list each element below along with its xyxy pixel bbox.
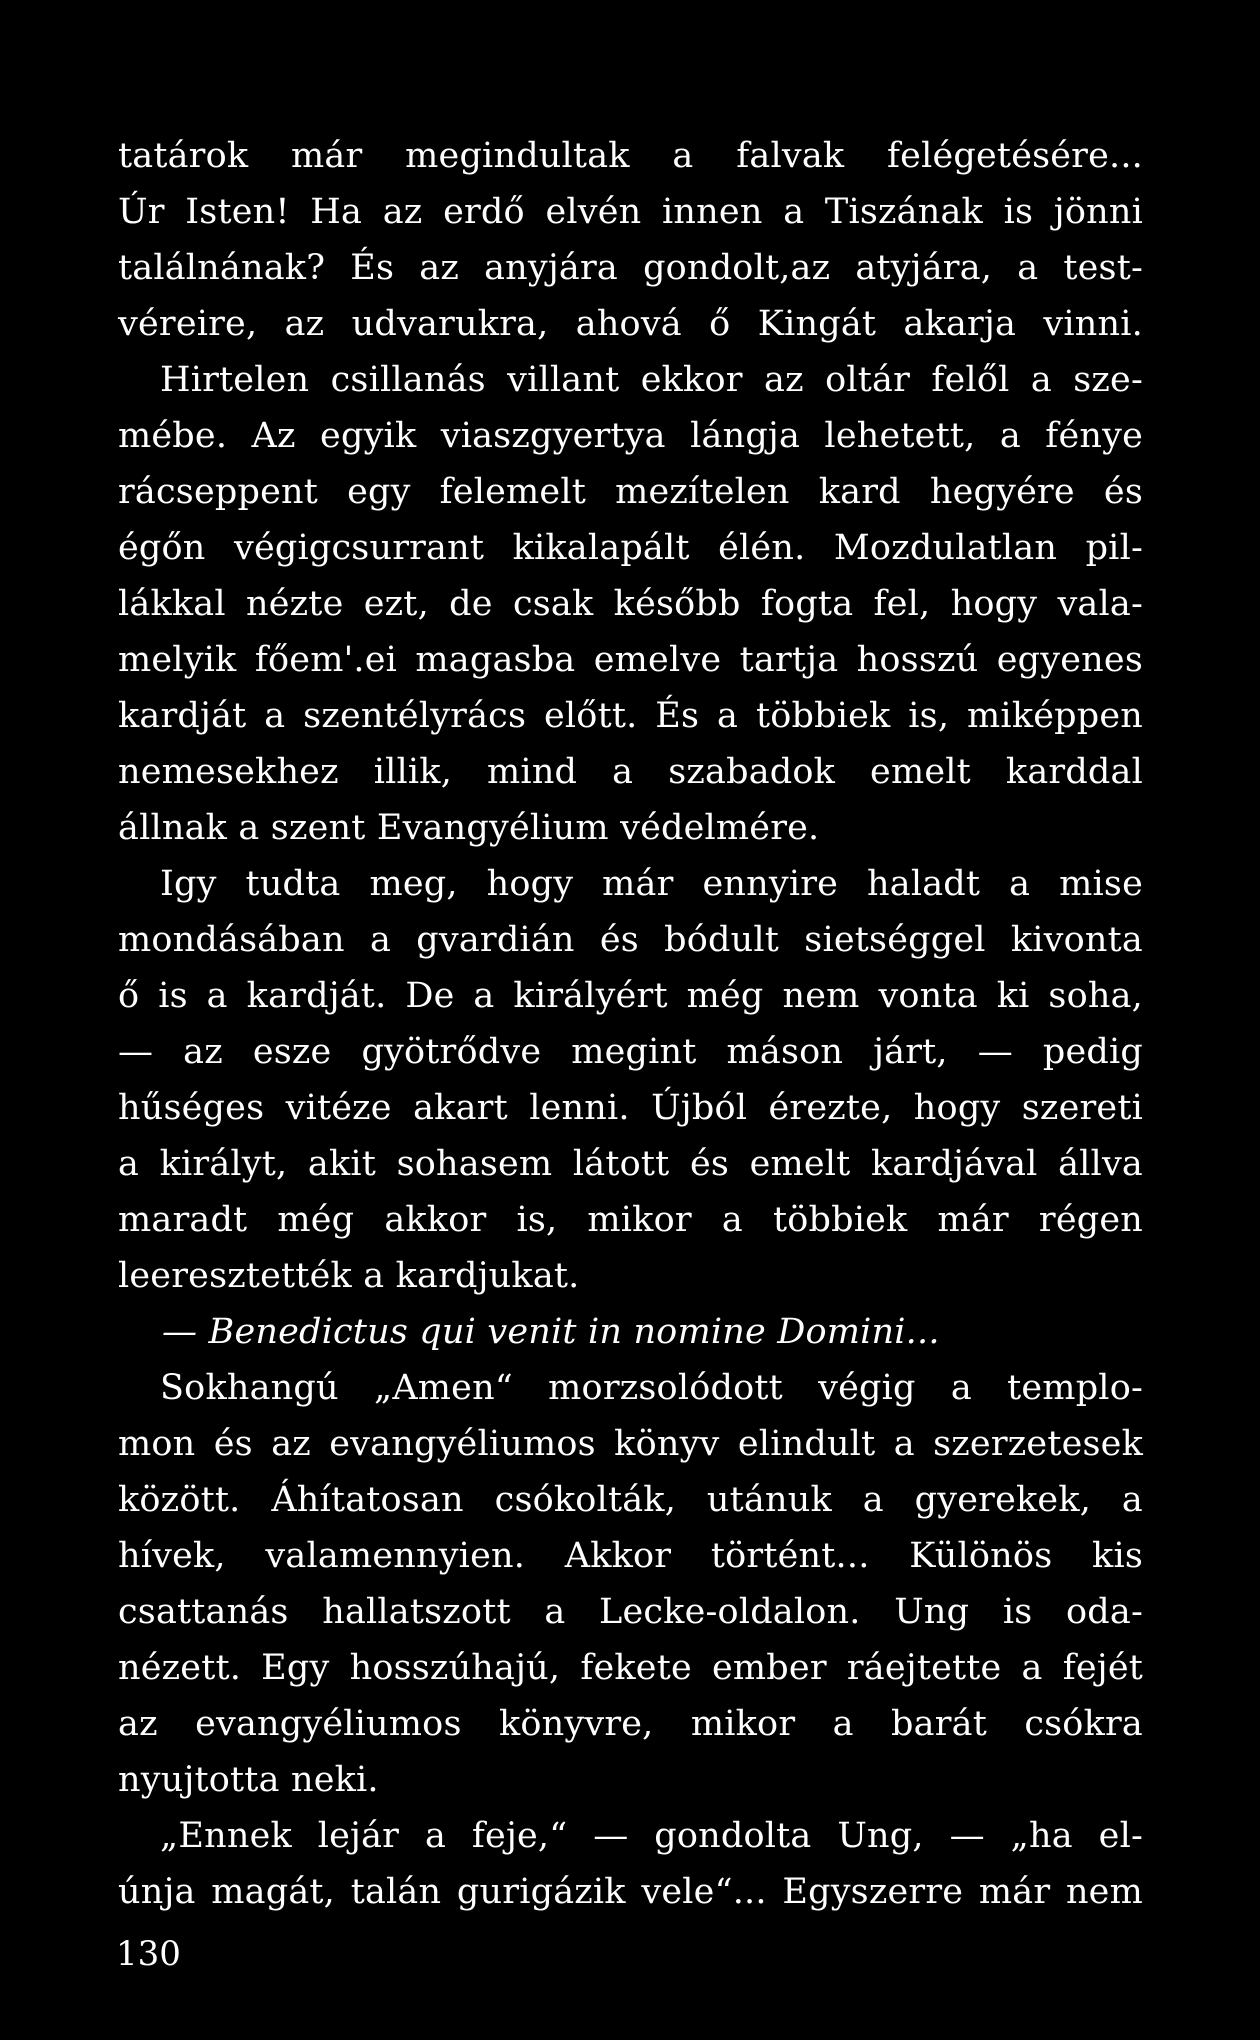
text-line-24: mon és az evangyéliumos könyv elindult a szerzetesek (118, 1424, 1143, 1464)
text-line-1: tatárok már megindultak a falvak felégetésére... (118, 136, 1143, 176)
text-line-9: lákkal nézte ezt, de csak később fogta fel, hogy vala- (118, 584, 1143, 624)
text-line-18: hűséges vitéze akart lenni. Újból érezte, hogy szereti (118, 1088, 1143, 1128)
text-line-16: ő is a kardját. De a királyért még nem vonta ki soha, (118, 976, 1143, 1016)
text-line-20: maradt még akkor is, mikor a többiek már régen (118, 1200, 1143, 1240)
text-line-14: Igy tudta meg, hogy már ennyire haladt a mise (160, 864, 1143, 904)
text-line-26: hívek, valamennyien. Akkor történt... Különös kis (118, 1536, 1143, 1576)
text-line-29: az evangyéliumos könyvre, mikor a barát csókra (118, 1704, 1143, 1744)
text-line-30: nyujtotta neki. (118, 1760, 379, 1800)
text-line-10: melyik főem'.ei magasba emelve tartja hosszú egyenes (118, 640, 1143, 680)
text-line-19: a királyt, akit sohasem látott és emelt kardjával állva (118, 1144, 1143, 1184)
text-line-2: Úr Isten! Ha az erdő elvén innen a Tiszának is jönni (118, 192, 1143, 232)
text-line-22: — Benedictus qui venit in nomine Domini... (162, 1312, 940, 1352)
text-line-5: Hirtelen csillanás villant ekkor az oltár felől a sze- (160, 360, 1143, 400)
page-number: 130 (116, 1934, 181, 1974)
text-line-11: kardját a szentélyrács előtt. És a többiek is, miképpen (118, 696, 1143, 736)
text-line-8: égőn végigcsurrant kikalapált élén. Mozdulatlan pil- (118, 528, 1143, 568)
text-line-31: „Ennek lejár a feje,“ — gondolta Ung, — „ha el- (160, 1816, 1143, 1856)
text-line-4: véreire, az udvarukra, ahová ő Kingát akarja vinni. (118, 304, 1143, 344)
text-line-32: únja magát, talán gurigázik vele“... Egyszerre már nem (118, 1872, 1143, 1912)
text-line-21: leeresztették a kardjukat. (118, 1256, 580, 1296)
text-line-15: mondásában a gvardián és bódult sietséggel kivonta (118, 920, 1143, 960)
text-line-6: mébe. Az egyik viaszgyertya lángja lehetett, a fénye (118, 416, 1143, 456)
text-line-7: rácseppent egy felemelt mezítelen kard hegyére és (118, 472, 1143, 512)
text-line-27: csattanás hallatszott a Lecke-oldalon. Ung is oda- (118, 1592, 1143, 1632)
text-line-12: nemesekhez illik, mind a szabadok emelt karddal (118, 752, 1143, 792)
text-line-13: állnak a szent Evangyélium védelmére. (118, 808, 820, 848)
text-line-28: nézett. Egy hosszúhajú, fekete ember ráejtette a fejét (118, 1648, 1143, 1688)
text-line-23: Sokhangú „Amen“ morzsolódott végig a templo- (160, 1368, 1143, 1408)
text-line-25: között. Áhítatosan csókolták, utánuk a gyerekek, a (118, 1480, 1143, 1520)
text-line-3: találnának? És az anyjára gondolt,az atyjára, a test- (118, 248, 1143, 288)
text-line-17: — az esze gyötrődve megint máson járt, — pedig (118, 1032, 1143, 1072)
